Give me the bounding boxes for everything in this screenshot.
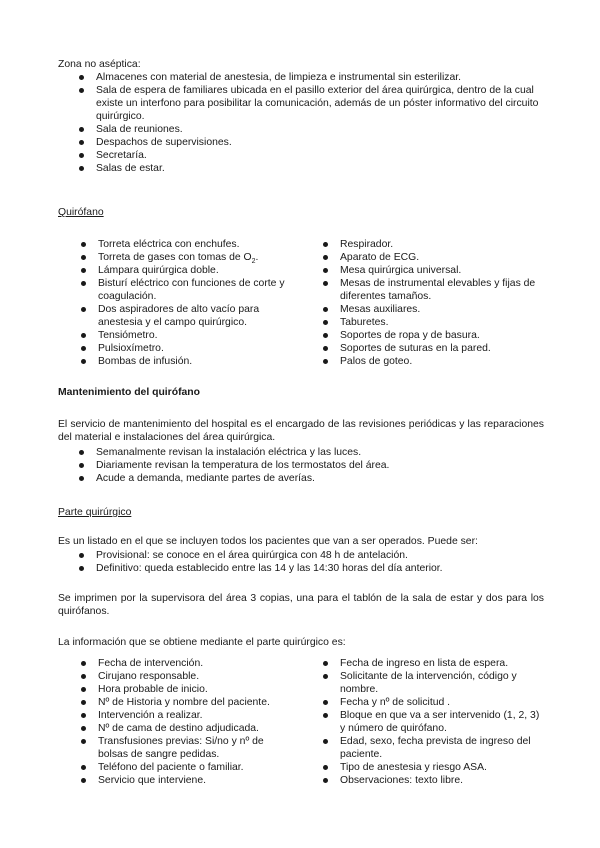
list-item: Semanalmente revisan la instalación eléctrica y las luces. — [76, 446, 546, 459]
list-item: Almacenes con material de anestesia, de limpieza e instrumental sin esterilizar. — [76, 71, 546, 84]
mantenimiento-heading: Mantenimiento del quirófano — [58, 387, 201, 398]
list-item: Intervención a realizar. — [78, 709, 290, 722]
list-item: Acude a demanda, mediante partes de averías. — [76, 472, 546, 485]
list-item: Salas de estar. — [76, 162, 546, 175]
parte-copias: Se imprimen por la supervisora del área 3 copias, una para el tablón de la sala de estar y dos para los quirófanos. — [58, 593, 544, 617]
list-item: Taburetes. — [320, 316, 546, 329]
list-item: Bombas de infusión. — [78, 355, 290, 368]
list-item: Teléfono del paciente o familiar. — [78, 761, 290, 774]
parte-heading: Parte quirúrgico — [58, 507, 132, 518]
list-item: Bloque en que va a ser intervenido (1, 2, 3) y número de quirófano. — [320, 709, 546, 735]
list-item: Bisturí eléctrico con funciones de corte y coagulación. — [78, 277, 290, 303]
list-item: Despachos de supervisiones. — [76, 136, 546, 149]
list-item: Observaciones: texto libre. — [320, 774, 546, 787]
list-item: Diariamente revisan la temperatura de los termostatos del área. — [76, 459, 546, 472]
list-item: Nº de cama de destino adjudicada. — [78, 722, 290, 735]
list-item: Soportes de suturas en la pared. — [320, 342, 546, 355]
zona-list — [76, 71, 546, 175]
o2-subscript: 2 — [251, 258, 256, 266]
parte-info-intro: La información que se obtiene mediante el parte quirúrgico es: — [58, 637, 346, 648]
list-item: Mesas auxiliares. — [320, 303, 546, 316]
list-item: Transfusiones previas: Si/no y nº de bolsas de sangre pedidas. — [78, 735, 290, 761]
list-item: Definitivo: queda establecido entre las 14 y las 14:30 horas del día anterior. — [76, 562, 546, 575]
list-item: Mesa quirúrgica universal. — [320, 264, 546, 277]
list-item: Hora probable de inicio. — [78, 683, 290, 696]
list-item: Sala de espera de familiares ubicada en el pasillo exterior del área quirúrgica, dentro de la cual existe un interfono para posibilitar la comunicación, además de un póster informativo del circuito quirúrgico. — [76, 84, 546, 123]
list-item: Tipo de anestesia y riesgo ASA. — [320, 761, 546, 774]
list-item: Mesas de instrumental elevables y fijas de diferentes tamaños. — [320, 277, 546, 303]
o2-text: Torreta de gases con tomas de O — [98, 252, 252, 263]
zona-title: Zona no aséptica: — [58, 59, 141, 70]
list-item: Fecha y nº de solicitud . — [320, 696, 546, 709]
list-item: Edad, sexo, fecha prevista de ingreso del paciente. — [320, 735, 546, 761]
list-item: Servicio que interviene. — [78, 774, 290, 787]
list-item: Fecha de intervención. — [78, 657, 290, 670]
quirofano-heading: Quirófano — [58, 207, 104, 218]
list-item: Cirujano responsable. — [78, 670, 290, 683]
quirofano-list-right — [320, 238, 546, 368]
o2-tail: . — [255, 252, 259, 263]
list-item: Aparato de ECG. — [320, 251, 546, 264]
parte-info-list-left — [78, 657, 290, 787]
list-item: Respirador. — [320, 238, 546, 251]
list-item: Nº de Historia y nombre del paciente. — [78, 696, 290, 709]
parte-intro: Es un listado en el que se incluyen todos los pacientes que van a ser operados. Puede ser: — [58, 536, 478, 547]
parte-info-list-right — [320, 657, 546, 787]
list-item: Solicitante de la intervención, código y nombre. — [320, 670, 546, 696]
list-item: Provisional: se conoce en el área quirúrgica con 48 h de antelación. — [76, 549, 546, 562]
list-item: Tensiómetro. — [78, 329, 290, 342]
mantenimiento-intro: El servicio de mantenimiento del hospital es el encargado de las revisiones periódicas y las reparaciones del material e instalaciones del área quirúrgica. — [58, 419, 544, 443]
list-item: Pulsioxímetro. — [78, 342, 290, 355]
list-item: Sala de reuniones. — [76, 123, 546, 136]
list-item: Secretaría. — [76, 149, 546, 162]
quirofano-list-left — [78, 238, 290, 368]
list-item: Palos de goteo. — [320, 355, 546, 368]
list-item: Soportes de ropa y de basura. — [320, 329, 546, 342]
list-item: Torreta eléctrica con enchufes. — [78, 238, 290, 251]
list-item — [78, 251, 290, 264]
list-item: Lámpara quirúrgica doble. — [78, 264, 290, 277]
list-item: Dos aspiradores de alto vacío para anestesia y el campo quirúrgico. — [78, 303, 290, 329]
mantenimiento-list — [76, 446, 546, 485]
list-item: Fecha de ingreso en lista de espera. — [320, 657, 546, 670]
parte-list — [76, 549, 546, 575]
